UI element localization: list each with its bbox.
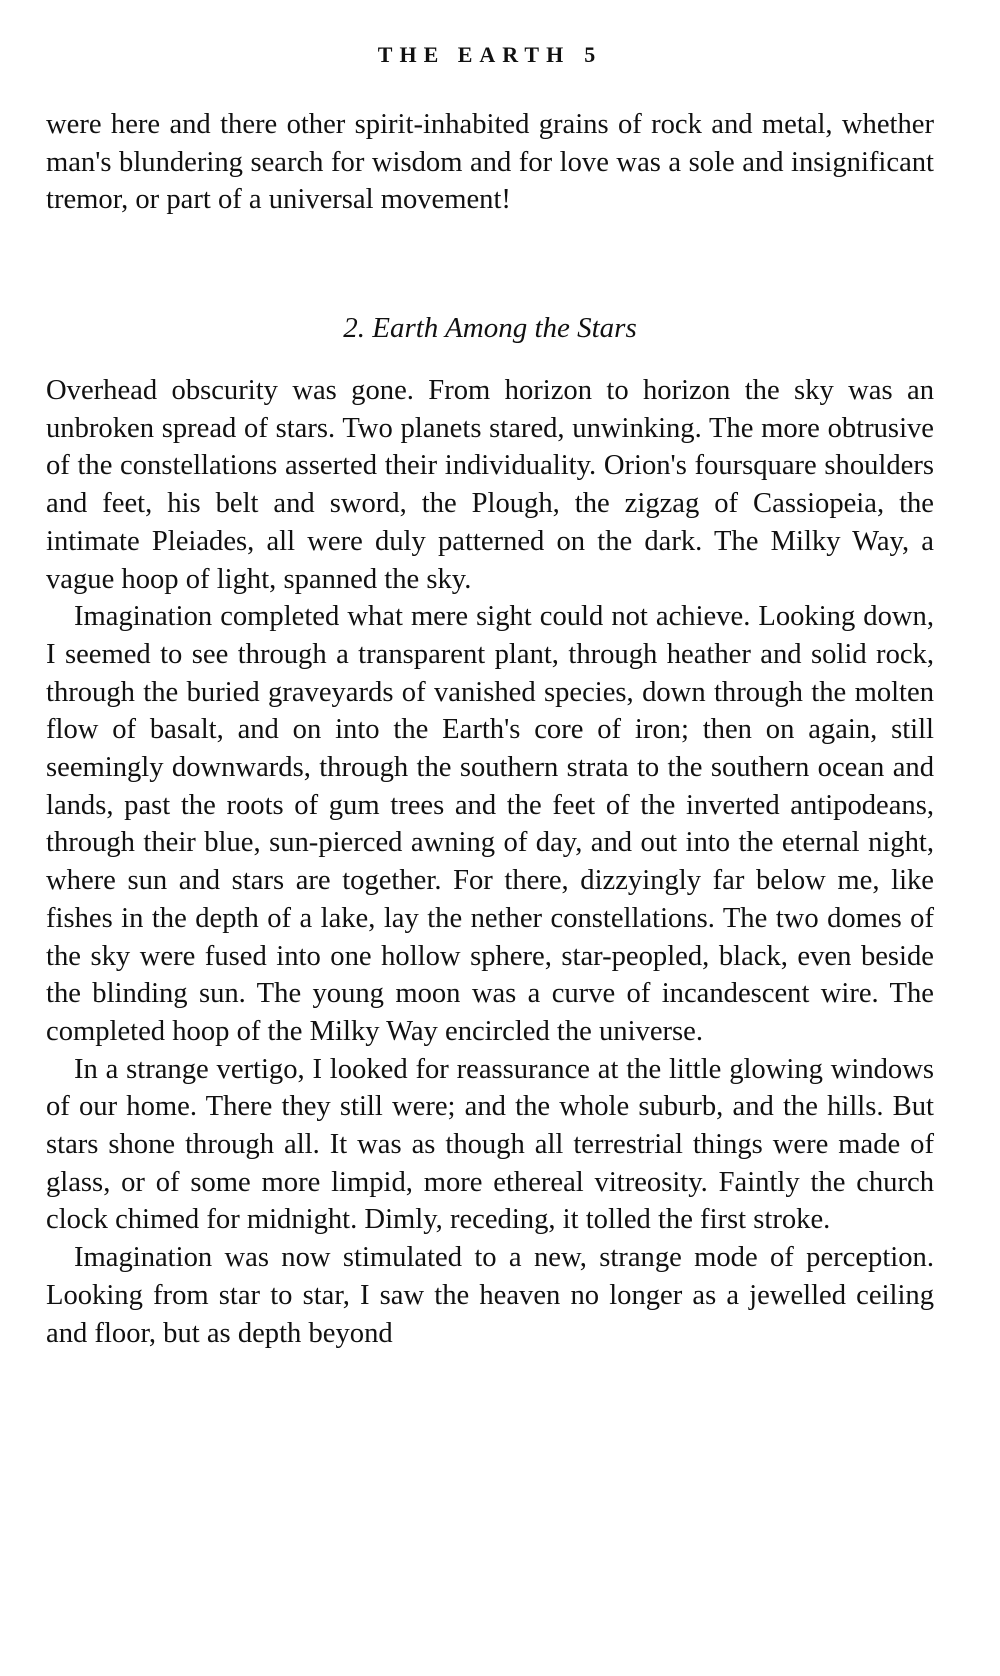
running-head [46, 42, 934, 68]
continuation-paragraph: were here and there other spirit-inhabited grains of rock and metal, whether man's blundering search for wisdom and for love was a sole and insignificant tremor, or part of a universal movement! [46, 109, 934, 216]
page-number: 5 [584, 42, 603, 67]
running-title: THE EARTH [377, 42, 571, 67]
paragraph-3: In a strange vertigo, I looked for reassurance at the little glowing windows of our home. There they still were; and the whole suburb, and the hills. But stars shone through all. It was as though all terrestrial things were made of glass, or of some more limpid, more ethereal vitreosity. Faintly the church clock chimed for midnight. Dimly, receding, it tolled the first stroke. [46, 1053, 934, 1236]
paragraph-2: Imagination completed what mere sight could not achieve. Looking down, I seemed to see through a transparent plant, through heather and solid rock, through the buried graveyards of vanished species, down through the molten flow of basalt, and on into the Earth's core of iron; then on again, still seemingly downwards, through the southern strata to the southern ocean and lands, past the roots of gum trees and the feet of the inverted antipodeans, through their blue, sun-pierced awning of day, and out into the eternal night, where sun and stars are together. For there, dizzyingly far below me, like fishes in the depth of a lake, lay the nether constellations. The two domes of the sky were fused into one hollow sphere, star-peopled, black, even beside the blinding sun. The young moon was a curve of incandescent wire. The completed hoop of the Milky Way encircled the universe. [46, 601, 934, 1047]
section-heading: 2. Earth Among the Stars [343, 312, 637, 344]
paragraph-4: Imagination was now stimulated to a new, strange mode of perception. Looking from star to star, I saw the heaven no longer as a jewelled ceiling and floor, but as depth beyond [46, 1242, 934, 1349]
section-body [46, 372, 934, 1352]
paragraph-1: Overhead obscurity was gone. From horizon to horizon the sky was an unbroken spread of stars. Two planets stared, unwinking. The more obtrusive of the constellations asserted their individuality. Orion's foursquare shoulders and feet, his belt and sword, the Plough, the zigzag of Cassiopeia, the intimate Pleiades, all were duly patterned on the dark. The Milky Way, a vague hoop of light, spanned the sky. [46, 375, 934, 595]
continuation-block [46, 106, 934, 219]
